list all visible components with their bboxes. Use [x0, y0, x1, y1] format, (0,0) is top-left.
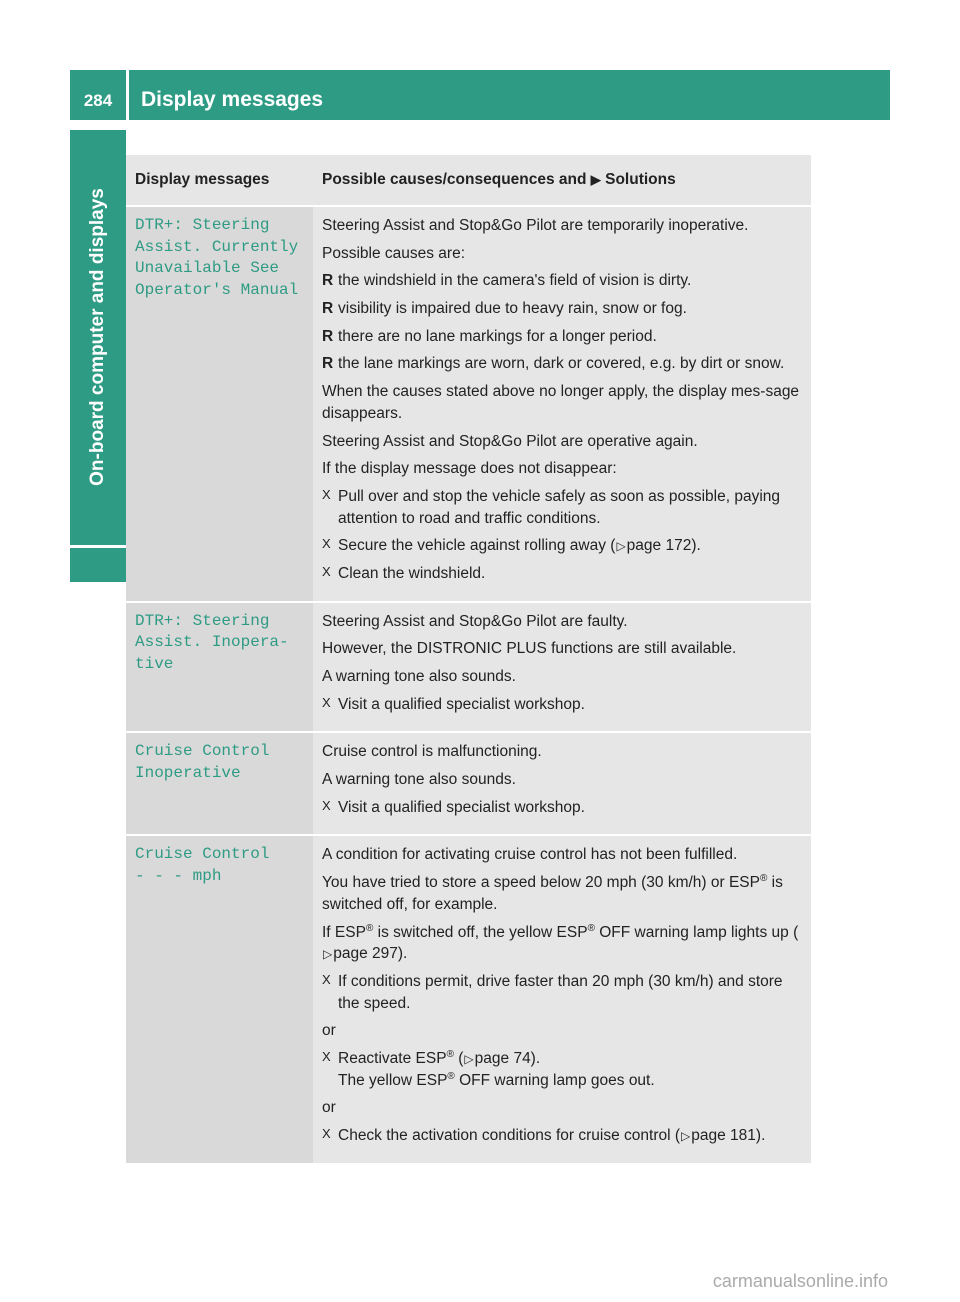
list-item: [322, 326, 803, 348]
display-message: DTR+: Steering Assist. Currently Unavailable See Operator's Manual: [135, 216, 299, 299]
cause-text: Possible causes are:: [322, 244, 466, 262]
solution-step: X Reactivate ESP® (▷page 74). The yellow ESP® OFF warning lamp goes out.: [322, 1048, 655, 1089]
side-tab-label: On-board computer and displays: [87, 188, 108, 486]
step-icon: X: [322, 1048, 331, 1064]
table-row: [126, 835, 811, 1162]
step-text: Visit a qualified specialist workshop.: [338, 798, 585, 816]
see-page-icon: ▷: [323, 947, 333, 962]
cause-text: If ESP® is switched off, the yellow ESP® OFF warning lamp lights up (▷page 297).: [322, 922, 799, 963]
step-icon: X: [322, 797, 331, 813]
table-row: [126, 602, 811, 733]
cause-text: A warning tone also sounds.: [322, 668, 516, 685]
side-tab: [70, 130, 126, 545]
cause-text: When the causes stated above no longer apply, the display mes-sage disappears.: [322, 383, 800, 422]
solution-step: [322, 535, 803, 557]
display-messages-table: [126, 155, 811, 1163]
col2-header-text: Possible causes/consequences and: [322, 171, 587, 189]
list-item: [322, 298, 803, 320]
cause-text: Steering Assist and Stop&Go Pilot are faulty.: [322, 612, 628, 630]
display-message: DTR+: Steering Assist. Inopera‑ tive: [135, 611, 289, 673]
page-reference[interactable]: page 172).: [626, 537, 701, 555]
col-header-solutions: [313, 155, 811, 206]
or-text: or: [322, 1022, 336, 1040]
solution-step: [322, 797, 803, 819]
see-page-icon: ▷: [616, 539, 626, 554]
table-row: [126, 732, 811, 835]
solution-step: X Check the activation conditions for cruise control (▷page 181).: [322, 1126, 766, 1144]
or-text: or: [322, 1099, 336, 1117]
watermark: carmanualsonline.info: [712, 1271, 888, 1291]
step-icon: X: [322, 536, 331, 552]
page-title: Display messages: [141, 88, 324, 111]
page-reference[interactable]: page 181).: [691, 1127, 766, 1144]
step-text: If conditions permit, drive faster than 20 mph (30 km/h) and store the speed.: [338, 972, 783, 1012]
cause-text: A warning tone also sounds.: [322, 771, 516, 789]
solution-step: [322, 694, 803, 716]
header-bar: [129, 70, 890, 120]
cause-text: A condition for activating cruise control has not been fulfilled.: [322, 846, 738, 864]
solution-step: [322, 971, 803, 1014]
see-page-icon: ▷: [681, 1129, 691, 1143]
bullet-icon: R: [322, 327, 334, 345]
step-text: Pull over and stop the vehicle safely as soon as possible, paying attention to road and traffic conditions.: [338, 487, 781, 527]
bullet-icon: R: [322, 355, 334, 373]
page-reference[interactable]: page 74).: [474, 1049, 541, 1067]
cause-text: If the display message does not disappear:: [322, 460, 617, 478]
bullet-icon: R: [322, 300, 334, 318]
table-header-row: [126, 155, 811, 206]
bullet-icon: R: [322, 272, 334, 290]
see-page-icon: ▷: [464, 1051, 474, 1066]
list-item: [322, 353, 803, 375]
cause-text: Cruise control is malfunctioning.: [322, 743, 542, 761]
cause-text: Steering Assist and Stop&Go Pilot are operative again.: [322, 432, 698, 450]
step-icon: X: [322, 563, 331, 579]
list-item-text: the windshield in the camera's field of vision is dirty.: [338, 272, 692, 290]
cause-text: You have tried to store a speed below 20 mph (30 km/h) or ESP® is switched off, for example.: [322, 872, 783, 913]
step-icon: X: [322, 1126, 331, 1141]
side-tab-marker: [70, 548, 126, 582]
step-text: Secure the vehicle against rolling away (: [338, 537, 616, 555]
step-icon: X: [322, 971, 331, 987]
list-item-text: the lane markings are worn, dark or covered, e.g. by dirt or snow.: [338, 355, 785, 373]
registered-mark: ®: [759, 872, 768, 884]
step-text: Clean the windshield.: [338, 564, 486, 582]
display-message: Cruise Control Inoperative: [135, 742, 270, 782]
solution-step: [322, 486, 803, 529]
table-row: [126, 206, 811, 602]
arrow-icon: ▶: [590, 172, 601, 188]
cause-text: However, the DISTRONIC PLUS functions are still available.: [322, 640, 737, 658]
step-icon: X: [322, 694, 331, 710]
list-item-text: visibility is impaired due to heavy rain, snow or fog.: [338, 300, 687, 318]
display-message: Cruise Control - - - mph: [135, 845, 270, 886]
col2-header-solutions: Solutions: [605, 171, 676, 189]
page-number: 284: [70, 70, 126, 120]
list-item-text: there are no lane markings for a longer period.: [338, 327, 657, 345]
list-item: [322, 270, 803, 292]
cause-text: Steering Assist and Stop&Go Pilot are temporarily inoperative.: [322, 217, 749, 234]
solution-step: [322, 563, 803, 585]
page-reference[interactable]: page 297).: [333, 945, 408, 963]
step-icon: X: [322, 486, 331, 502]
step-text: Visit a qualified specialist workshop.: [338, 695, 585, 713]
col-header-messages: Display messages: [126, 155, 313, 206]
